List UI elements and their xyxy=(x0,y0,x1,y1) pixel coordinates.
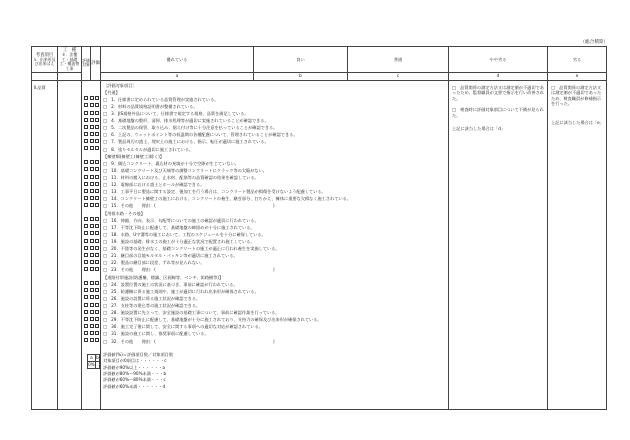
evaluation-item: □ 13．工事平日に製品に関する設定、後加工を行う場合は、コンクリート製品が損傷を受けないよう配慮している。 xyxy=(103,189,326,195)
evaluation-checkbox[interactable] xyxy=(84,239,88,243)
score-box: a b 0% xyxy=(88,354,99,367)
evaluation-item: □ 8．塗りセルタルが適切に施工されている。 xyxy=(103,146,194,152)
evaluation-checkbox[interactable] xyxy=(95,310,99,314)
formula-line: 評価値(%)＝評価項目数／対象項目数 xyxy=(103,351,174,357)
evaluation-checkbox[interactable] xyxy=(90,217,94,221)
evaluation-checkbox[interactable] xyxy=(84,96,88,100)
evaluation-checkbox[interactable] xyxy=(84,160,88,164)
evaluation-checkbox[interactable] xyxy=(90,239,94,243)
grade-c: c xyxy=(348,72,449,80)
evaluation-checkbox[interactable] xyxy=(84,182,88,186)
criteria-text: □ 品質関係の測定方法又は測定値が不適切であったため、監督職員が文書で指示を行い改善された。 xyxy=(452,84,544,101)
evaluation-checkbox[interactable] xyxy=(95,324,99,328)
evaluation-checkbox[interactable] xyxy=(90,231,94,235)
evaluation-checkbox[interactable] xyxy=(95,146,99,150)
evaluation-checkbox[interactable] xyxy=(95,331,99,335)
evaluation-checkbox[interactable] xyxy=(84,295,88,299)
evaluation-checkbox[interactable] xyxy=(95,96,99,100)
evaluation-checkbox[interactable] xyxy=(84,139,88,143)
evaluation-checkbox[interactable] xyxy=(95,217,99,221)
evaluation-item: □ 7．製品周辺の盛土、埋戻土の施工における、指示、転圧が適切に施工されている。 xyxy=(103,139,269,145)
evaluation-checkbox[interactable] xyxy=(84,146,88,150)
evaluation-checkbox[interactable] xyxy=(90,310,94,314)
evaluation-item: □ 9．側込コンクリート、裏込材の充填が十分で空隙が生じていない。 xyxy=(103,160,239,166)
section-title: ［評価対象項目］ xyxy=(103,82,137,88)
section-title: 【道路付帯施設(防護柵、標識、区画線等、ベンチ、街路樹等)】 xyxy=(103,274,224,280)
evaluation-checkbox[interactable] xyxy=(84,111,88,115)
evaluation-checkbox[interactable] xyxy=(84,103,88,107)
evaluation-checkbox[interactable] xyxy=(90,175,94,179)
evaluation-checkbox[interactable] xyxy=(84,175,88,179)
header-level-slightly-poor: やや劣る xyxy=(449,47,548,73)
grade-b: b xyxy=(254,72,348,80)
evaluation-checkbox[interactable] xyxy=(90,260,94,264)
evaluation-item: □ 5．二次製品の保管、取り込み、据え付け等に十分注意を払っていることが確認できる。 xyxy=(103,125,278,131)
evaluation-checkbox[interactable] xyxy=(95,139,99,143)
evaluation-checkbox[interactable] xyxy=(84,267,88,271)
evaluation-checkbox[interactable] xyxy=(90,203,94,207)
evaluation-checkbox[interactable] xyxy=(95,125,99,129)
evaluation-checkbox[interactable] xyxy=(95,281,99,285)
evaluation-checkbox[interactable] xyxy=(84,189,88,193)
evaluation-item: □ 18．水路、U字溝等の施工において、工程のスケジュールを十分に確保している。 xyxy=(103,231,266,237)
row-label-quality: Ⅱ.品質 xyxy=(32,80,58,409)
evaluation-checkbox[interactable] xyxy=(95,295,99,299)
evaluation-checkbox[interactable] xyxy=(84,338,88,342)
evaluation-item: □ 14．コンクリート擁壁工の施工における、コンクリートの養生、継ぎ部分、打ちかえ、擁体に重要な欠損なく施工されている。 xyxy=(103,196,352,202)
evaluation-item: □ 12．電線部における盛土とホールが確認できる。 xyxy=(103,182,205,188)
header-category: 考査項目 3．出来形及び出来ばえ xyxy=(32,47,58,73)
header-level-excellent: 優れている xyxy=(101,47,254,73)
evaluation-item: □ 2．材料の品質規格証明書が整備されている。 xyxy=(103,103,198,109)
header-level-good: 良い xyxy=(254,47,348,73)
checkbox-column xyxy=(82,80,101,409)
evaluation-checkbox[interactable] xyxy=(95,189,99,193)
evaluation-checkbox[interactable] xyxy=(90,288,94,292)
formula-line: 評価値が80%～90%未満・・・b xyxy=(103,370,167,376)
evaluation-item: □ 1．仕様書に定められている品質管理が実施されている。 xyxy=(103,96,219,102)
evaluation-item: □ 27．支柱等の建込等の施工状況が確認できる。 xyxy=(103,302,201,308)
grade-a: a xyxy=(101,72,254,80)
evaluation-checkbox[interactable] xyxy=(84,224,88,228)
evaluation-checkbox[interactable] xyxy=(95,103,99,107)
evaluation-checkbox[interactable] xyxy=(90,324,94,328)
evaluation-checkbox[interactable] xyxy=(95,196,99,200)
evaluation-checkbox[interactable] xyxy=(90,118,94,122)
evaluation-item: □ 15．その他 理由：( ) xyxy=(103,203,275,209)
evaluation-checkbox[interactable] xyxy=(90,331,94,335)
header-target: 評価対象 xyxy=(82,47,91,81)
evaluation-checkbox[interactable] xyxy=(90,111,94,115)
evaluation-checkbox[interactable] xyxy=(95,182,99,186)
evaluation-checkbox[interactable] xyxy=(90,182,94,186)
evaluation-checkbox[interactable] xyxy=(84,118,88,122)
evaluation-checkbox[interactable] xyxy=(90,125,94,129)
evaluation-checkbox[interactable] xyxy=(95,132,99,136)
formula-line: 評価値が60%未満・・・・・・d xyxy=(103,383,166,389)
evaluation-checkbox[interactable] xyxy=(90,224,94,228)
evaluation-item: □ 19．施設の基礎、排水工の施工が十分適正な状況で配置され施工している。 xyxy=(103,238,255,244)
evaluation-items xyxy=(101,80,449,409)
formula-line: 評価値が60%～80%未満・・・c xyxy=(103,377,166,383)
evaluation-sheet xyxy=(31,46,607,410)
evaluation-checkbox[interactable] xyxy=(95,203,99,207)
evaluation-checkbox[interactable] xyxy=(84,281,88,285)
evaluation-checkbox[interactable] xyxy=(90,253,94,257)
evaluation-checkbox[interactable] xyxy=(90,167,94,171)
level-e-criteria: □ 品質関係の測定方法又は測定値が不適切であったため、検査職員が修補指示を行った。 上記に該当した場合は「e」 xyxy=(548,80,607,409)
evaluation-checkbox[interactable] xyxy=(95,239,99,243)
evaluation-checkbox[interactable] xyxy=(84,288,88,292)
evaluation-checkbox[interactable] xyxy=(84,331,88,335)
evaluation-item: □ 3．JIS規格外品について、仕様書で規定する規格、品質を満足している。 xyxy=(103,111,249,117)
evaluation-checkbox[interactable] xyxy=(84,125,88,129)
evaluation-checkbox[interactable] xyxy=(84,253,88,257)
evaluation-checkbox[interactable] xyxy=(95,118,99,122)
evaluation-checkbox[interactable] xyxy=(95,111,99,115)
evaluation-checkbox[interactable] xyxy=(90,295,94,299)
evaluation-checkbox[interactable] xyxy=(90,103,94,107)
evaluation-item: □ 6．上記の、ウェットポイント等の低温期の各種配慮について、管理されていることが確認できる。 xyxy=(103,132,298,138)
evaluation-checkbox[interactable] xyxy=(95,288,99,292)
evaluation-item: □ 30．施工完了後に関して、安全に関する事項への適切な対応が確認されている。 xyxy=(103,324,263,330)
evaluation-checkbox[interactable] xyxy=(84,217,88,221)
evaluation-checkbox[interactable] xyxy=(95,224,99,228)
evaluation-checkbox[interactable] xyxy=(90,189,94,193)
evaluation-formula xyxy=(103,352,446,390)
evaluation-checkbox[interactable] xyxy=(84,310,88,314)
evaluation-checkbox[interactable] xyxy=(95,167,99,171)
evaluation-item: □ 32．その他 理由：( ) xyxy=(103,338,275,344)
header-evaluation: 評価 xyxy=(91,47,101,81)
formula-line: 評価値が90%以上・・・・・・a xyxy=(103,364,166,370)
section-title: 【用排水路・その他】 xyxy=(103,210,145,216)
evaluation-checkbox[interactable] xyxy=(90,196,94,200)
evaluation-checkbox[interactable] xyxy=(95,267,99,271)
evaluation-checkbox[interactable] xyxy=(90,96,94,100)
formula-line: 対象項目が0項目は・・・・・・c xyxy=(103,358,167,364)
evaluation-checkbox[interactable] xyxy=(90,246,94,250)
evaluation-checkbox[interactable] xyxy=(84,196,88,200)
evaluation-item: □ 28．施設設置に先立って、安全施設の基礎工事について、事前に確認作業を行っている。 xyxy=(103,310,280,316)
evaluation-checkbox[interactable] xyxy=(84,203,88,207)
evaluation-checkbox[interactable] xyxy=(84,167,88,171)
evaluation-checkbox[interactable] xyxy=(95,175,99,179)
evaluation-item: □ 23．その他 理由：( ) xyxy=(103,267,275,273)
evaluation-item: □ 29．不等沈下防止に配慮して、基礎地盤が十分に施工されており、支持力の確保及び出来形が確保されている。 xyxy=(103,317,322,323)
evaluation-checkbox[interactable] xyxy=(90,338,94,342)
evaluation-checkbox[interactable] xyxy=(90,317,94,321)
evaluation-checkbox[interactable] xyxy=(90,303,94,307)
evaluation-item: □ 20．不陸等の発生がなく、基礎コンクリートの施工が適正に行われ養生を実施している。 xyxy=(103,246,280,252)
evaluation-checkbox[interactable] xyxy=(90,132,94,136)
evaluation-item: □ 26．施設の設置に係る施工状況が確認できる。 xyxy=(103,295,201,301)
header-level-poor: 劣る xyxy=(548,47,607,73)
evaluation-checkbox[interactable] xyxy=(84,260,88,264)
evaluation-checkbox[interactable] xyxy=(90,281,94,285)
evaluation-checkbox[interactable] xyxy=(95,317,99,321)
evaluation-checkbox[interactable] xyxy=(95,260,99,264)
evaluation-checkbox[interactable] xyxy=(84,132,88,136)
evaluation-checkbox[interactable] xyxy=(95,160,99,164)
evaluation-item: □ 11．材料の搬入における、止水材、配筋等の品質確認の結果を確認している。 xyxy=(103,175,259,180)
document-corner-label: （総合積算） xyxy=(580,40,608,45)
evaluation-item: □ 31．施設の施工に関し、推奨事項に配慮している。 xyxy=(103,331,209,337)
header-level-normal: 普通 xyxy=(348,47,449,73)
evaluation-checkbox[interactable] xyxy=(84,303,88,307)
level-d-criteria: □ 品質関係の測定方法又は測定値が不適切であったため、監督職員が文書で指示を行い改善された。 □ 検査時に評価対象項目について不備が見られた。 上記に該当した場合は「d」 xyxy=(449,80,548,409)
evaluation-checkbox[interactable] xyxy=(84,317,88,321)
evaluation-item: □ 10．基礎コンクリート及び天端等の調整コンクリートにクラック等の欠陥がない。 xyxy=(103,167,267,173)
evaluation-checkbox[interactable] xyxy=(95,338,99,342)
evaluation-checkbox[interactable] xyxy=(90,160,94,164)
header-work-type: 工 種 Ｅ．法覆工・基礎工・構造物工事 xyxy=(58,47,82,73)
criteria-text: □ 品質関係の測定方法又は測定値が不適切であったため、検査職員が修補指示を行った。 xyxy=(551,84,602,107)
evaluation-checkbox[interactable] xyxy=(90,146,94,150)
grade-d: d xyxy=(449,72,548,80)
evaluation-checkbox[interactable] xyxy=(95,303,99,307)
criteria-text: □ 検査時に評価対象項目について不備が見られた。 xyxy=(452,106,544,118)
grade-e: e xyxy=(548,72,607,80)
evaluation-item: □ 25．防護柵に係る施工規則や、施工が適切に行われ出来形が確保されている。 xyxy=(103,288,259,294)
evaluation-item: □ 24．設置位置の施工の状況に基づき、事前に確認が行われている。 xyxy=(103,281,238,287)
evaluation-checkbox[interactable] xyxy=(84,324,88,328)
evaluation-item: □ 17．不等沈下防止に配慮して、基礎地盤の締固めが十分に施工されている。 xyxy=(103,224,255,230)
evaluation-checkbox[interactable] xyxy=(90,139,94,143)
evaluation-checkbox[interactable] xyxy=(90,267,94,271)
section-title: 【共通】 xyxy=(103,89,120,95)
evaluation-item: □ 22．製品の継目部に段差、ずれ等が見られない。 xyxy=(103,260,205,266)
section-title: 【擁壁類(擁壁工(擁壁工)除く)】 xyxy=(103,153,164,159)
evaluation-checkbox[interactable] xyxy=(95,246,99,250)
evaluation-checkbox[interactable] xyxy=(84,231,88,235)
evaluation-item: □ 16．伸縮、方向、表示、勾配等についての施工の確認が適切に行われている。 xyxy=(103,217,259,223)
evaluation-checkbox[interactable] xyxy=(95,231,99,235)
evaluation-checkbox[interactable] xyxy=(95,253,99,257)
evaluation-item: □ 21．継目部の目地モルタル・パッキン等が適切に施工されている。 xyxy=(103,253,238,259)
evaluation-item: □ 4．基礎地盤の整形、清掃、排水処理等が適切に実施されていることが確認できる。 xyxy=(103,118,269,124)
evaluation-checkbox[interactable] xyxy=(84,246,88,250)
